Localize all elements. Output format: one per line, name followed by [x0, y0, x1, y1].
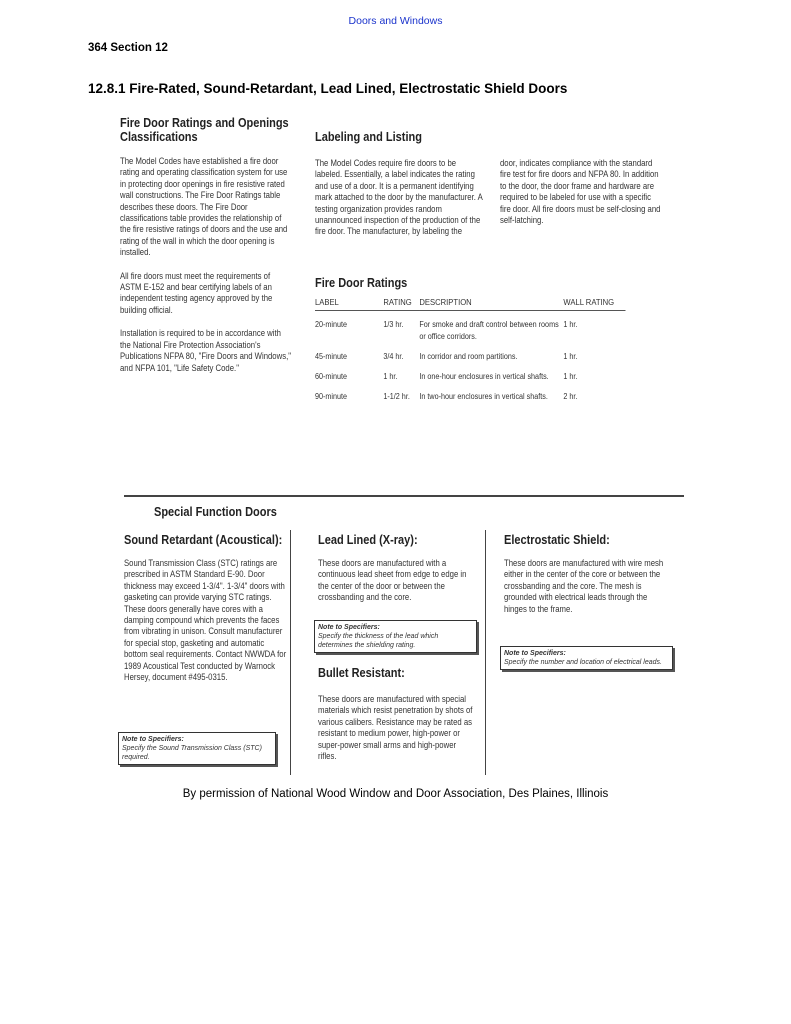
- running-header: Doors and Windows: [348, 15, 443, 27]
- cell-description: In corridor and room partitions.: [419, 352, 518, 361]
- cell-rating: 1 hr.: [383, 372, 398, 381]
- note-text: Specify the thickness of the lead which determines the shielding rating.: [318, 633, 439, 649]
- table-row: [315, 311, 626, 344]
- fire-ratings-text: [120, 156, 292, 386]
- sound-retardant-text: Sound Transmission Class (STC) ratings are prescribed in ASTM Standard E-90. Door thickness may exceed 1-3/4". 1-3/4" doors with gasketing can provide varying STC ratings. These doors generally have cores with a damping compound which prevents the faces from vibrating in unison. Consult manufacturer for special stop, gasketing and automatic bottom seal requirements. Contact NWWDA for 1989 Acoustical Test conducted by Warnock Hersey, document #495-0315.: [124, 558, 287, 683]
- cell-label: 60-minute: [315, 372, 348, 381]
- fire-ratings-paragraph: The Model Codes have established a fire door rating and operating classification system for use in protecting door openings in fire resistive rated wall constructions. The Fire Door Ratings table describes these doors. The Fire Door classifications table provides the relationship of the fire resistive ratings of doors and the use and rating of the wall in which the door opening is installed.: [120, 156, 288, 258]
- table-row: [315, 383, 626, 403]
- cell-rating: 3/4 hr.: [383, 352, 404, 361]
- cell-label: 45-minute: [315, 352, 348, 361]
- note-title: Note to Specifiers:: [504, 650, 566, 657]
- note-text: Specify the number and location of electrical leads.: [504, 659, 662, 666]
- column-header: WALL RATING: [563, 294, 625, 311]
- table-row: [315, 363, 626, 383]
- electrostatic-note-box: [500, 646, 673, 670]
- note-title: Note to Specifiers:: [318, 624, 380, 631]
- cell-wall-rating: 2 hr.: [563, 392, 578, 401]
- fire-door-ratings-title: Fire Door Ratings: [315, 276, 408, 290]
- column-header: LABEL: [315, 294, 383, 311]
- column-divider: [485, 530, 486, 775]
- note-title: Note to Specifiers:: [122, 736, 184, 743]
- fire-door-ratings-table: [315, 294, 626, 403]
- bullet-resistant-text: These doors are manufactured with special materials which resist penetration by shots of various calibers. Resistance may be rated as resistant to medium power, high-power or super-power small arms and high-power rifles.: [318, 694, 473, 762]
- scanned-figure: [110, 110, 690, 780]
- fire-ratings-paragraph: All fire doors must meet the requirements of ASTM E-152 and bear certifying labels of an independent testing agency approved by the building official.: [120, 270, 273, 315]
- fire-ratings-title: Fire Door Ratings and Openings Classifications: [120, 116, 289, 144]
- page-number: 364 Section 12: [88, 42, 168, 54]
- sound-note-box: [118, 732, 276, 765]
- attribution-footer: By permission of National Wood Window and Door Association, Des Plaines, Illinois: [182, 788, 609, 800]
- cell-wall-rating: 1 hr.: [563, 372, 578, 381]
- lead-lined-text: These doors are manufactured with a continuous lead sheet from edge to edge in the center of the door or between the crossbanding and the core.: [318, 558, 467, 603]
- note-text: Specify the Sound Transmission Class (STC) required.: [122, 745, 262, 761]
- labeling-left-text: The Model Codes require fire doors to be labeled. Essentially, a label indicates the rating and use of a door. It is a permanent identifying mark attached to the door by the manufacturer. A testing organization provides random unannounced inspection of the production of the fire door. The manufacturer, by labeling the: [315, 158, 483, 237]
- sound-retardant-title: Sound Retardant (Acoustical):: [124, 533, 283, 547]
- table-row: [315, 343, 626, 363]
- cell-description: For smoke and draft control between rooms or office corridors.: [419, 320, 559, 341]
- cell-label: 20-minute: [315, 320, 348, 329]
- fire-ratings-paragraph: Installation is required to be in accordance with the National Fire Protection Association's Publications NFPA 80, "Fire Doors and Windows," and NFPA 101, "Life Safety Code.": [120, 328, 291, 373]
- column-header: RATING: [383, 294, 419, 311]
- labeling-right-text: door, indicates compliance with the standard fire test for fire doors and NFPA 80. In addition to the door, the door frame and hardware are required to be labeled for use with a specific fire door. All fire doors must be self-closing and self-latching.: [500, 158, 661, 226]
- cell-wall-rating: 1 hr.: [563, 352, 578, 361]
- section-divider: [124, 495, 684, 497]
- column-divider: [290, 530, 291, 775]
- section-heading: 12.8.1 Fire-Rated, Sound-Retardant, Lead Lined, Electrostatic Shield Doors: [88, 81, 568, 96]
- electrostatic-text: These doors are manufactured with wire mesh either in the center of the core or between the crossbanding and the core. The mesh is grounded with electrical leads through the hinges to the frame.: [504, 558, 664, 614]
- cell-rating: 1/3 hr.: [383, 320, 404, 329]
- cell-rating: 1-1/2 hr.: [383, 392, 410, 401]
- lead-note-box: [314, 620, 477, 653]
- lead-lined-title: Lead Lined (X-ray):: [318, 533, 418, 547]
- electrostatic-title: Electrostatic Shield:: [504, 533, 610, 547]
- bullet-resistant-title: Bullet Resistant:: [318, 666, 405, 680]
- cell-description: In one-hour enclosures in vertical shafts.: [419, 372, 549, 381]
- cell-wall-rating: 1 hr.: [563, 320, 578, 329]
- labeling-title: Labeling and Listing: [315, 130, 422, 144]
- cell-label: 90-minute: [315, 392, 348, 401]
- table-header-row: [315, 294, 626, 311]
- fire-door-ratings-table-wrap: [315, 294, 626, 403]
- column-header: DESCRIPTION: [419, 294, 563, 311]
- cell-description: In two-hour enclosures in vertical shafts.: [419, 392, 548, 401]
- special-function-title: Special Function Doors: [154, 505, 277, 519]
